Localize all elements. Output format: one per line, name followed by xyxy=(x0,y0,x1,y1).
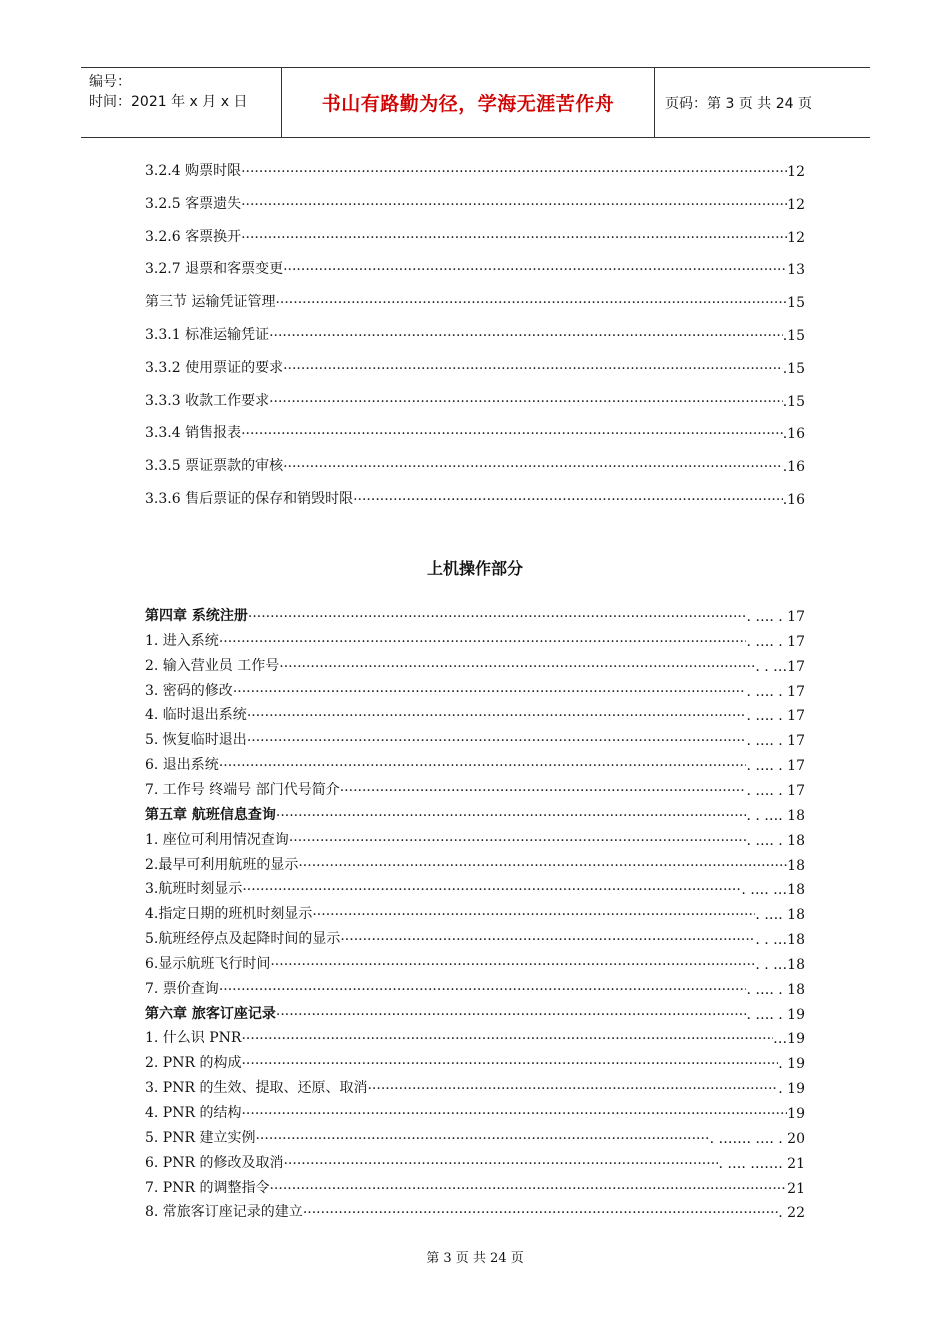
toc-entry-title: 3.3.3 收款工作要求 xyxy=(145,392,270,409)
toc-entry-page: . …. . 18 xyxy=(746,981,805,998)
toc-entry-title: 8. 常旅客订座记录的建立 xyxy=(145,1204,303,1221)
toc-entry-title: 6. PNR 的修改及取消 xyxy=(145,1154,284,1171)
toc-entry-page: . …. . 17 xyxy=(746,683,805,700)
toc-entry-page: 18 xyxy=(787,857,805,874)
toc-entry[interactable] xyxy=(145,804,805,824)
number-label: 编号： xyxy=(89,74,131,90)
toc-entry-page: .15 xyxy=(782,393,805,410)
toc-entry-page: .15 xyxy=(782,328,805,344)
toc-entry-page: 12 xyxy=(787,164,805,180)
toc-leader-dots xyxy=(312,907,755,923)
toc-leader-dots xyxy=(340,932,755,948)
toc-entry-title: 3.3.6 售后票证的保存和销毁时限 xyxy=(145,491,354,507)
toc-entry-title: 第五章 航班信息查询 xyxy=(145,806,276,823)
time-label: 时间：2021 年 x 月 x 日 xyxy=(89,94,248,110)
toc-entry-page: . …. . 19 xyxy=(746,1006,805,1023)
toc-entry[interactable] xyxy=(145,779,805,799)
toc-entry-title: 3.2.5 客票遗失 xyxy=(145,195,242,212)
toc-entry-page: 15 xyxy=(787,295,805,312)
toc-leader-dots xyxy=(219,758,747,774)
toc-entry[interactable] xyxy=(145,1127,805,1147)
toc-entry-page: . …. . 17 xyxy=(746,782,805,799)
toc-entry-page: 21 xyxy=(787,1180,805,1197)
toc-entry-page: 12 xyxy=(787,196,805,213)
toc-entry[interactable] xyxy=(145,878,805,898)
toc-entry-title: 7. 票价查询 xyxy=(145,980,219,997)
toc-leader-dots xyxy=(241,1106,787,1122)
toc-entry-page: . 19 xyxy=(778,1056,805,1073)
toc-leader-dots xyxy=(219,634,747,650)
toc-entry-page: . …. …18 xyxy=(741,882,805,899)
toc-entry-title: 1. 什么识 PNR xyxy=(145,1030,242,1047)
toc-entry[interactable] xyxy=(145,655,805,675)
toc-entry-title: 7. PNR 的调整指令 xyxy=(145,1179,270,1196)
toc-entry-title: 3.2.7 退票和客票变更 xyxy=(145,261,284,278)
toc-entry[interactable] xyxy=(145,226,805,246)
toc-entry[interactable] xyxy=(145,928,805,948)
toc-leader-dots xyxy=(367,1081,778,1097)
section-title: 上机操作部分 xyxy=(426,559,523,578)
toc-entry[interactable] xyxy=(145,1201,805,1221)
toc-leader-dots xyxy=(255,1131,709,1147)
toc-entry-title: 2.最早可利用航班的显示 xyxy=(145,856,299,873)
toc-leader-dots xyxy=(276,1007,747,1023)
toc-leader-dots xyxy=(298,858,787,874)
toc-entry-title: 3.3.4 销售报表 xyxy=(145,425,242,442)
toc-entry[interactable] xyxy=(145,357,805,377)
toc-leader-dots xyxy=(269,328,783,344)
toc-leader-dots xyxy=(353,492,783,508)
toc-entry-title: 3.2.6 客票换开 xyxy=(145,228,242,245)
toc-entry[interactable] xyxy=(145,630,805,650)
toc-entry-page: . . …17 xyxy=(755,658,805,675)
toc-entry-title: 1. 座位可利用情况查询 xyxy=(145,831,289,848)
toc-entry[interactable] xyxy=(145,854,805,874)
toc-leader-dots xyxy=(270,957,755,973)
toc-entry-page: . . …. 18 xyxy=(746,807,805,824)
toc-leader-dots xyxy=(275,295,787,311)
toc-entry[interactable] xyxy=(145,1102,805,1122)
toc-leader-dots xyxy=(303,1205,778,1221)
page-footer: 第 3 页 共 24 页 xyxy=(426,1251,524,1266)
toc-entry[interactable] xyxy=(145,390,805,410)
header-meta xyxy=(81,68,282,137)
toc-entry-title: 3. 密码的修改 xyxy=(145,682,233,699)
toc-entry-page: . …. . 18 xyxy=(746,832,805,849)
toc-leader-dots xyxy=(269,1181,787,1197)
toc-entry[interactable] xyxy=(145,953,805,973)
toc-entry-title: 3.航班时刻显示 xyxy=(145,881,243,898)
toc-leader-dots xyxy=(269,394,783,410)
toc-leader-dots xyxy=(289,833,747,849)
toc-leader-dots xyxy=(283,459,783,475)
toc-entry-title: 第六章 旅客订座记录 xyxy=(145,1005,276,1022)
toc-entry-page: . …. . 17 xyxy=(746,758,805,775)
toc-entry-page: . . …18 xyxy=(755,956,805,973)
toc-leader-dots xyxy=(279,659,755,675)
header-page-info: 页码：第 3 页 共 24 页 xyxy=(665,95,812,112)
toc-entry-page: …19 xyxy=(773,1031,805,1048)
toc-leader-dots xyxy=(241,197,787,213)
toc-entry-page: . …. 18 xyxy=(755,907,805,924)
toc-leader-dots xyxy=(241,1031,773,1047)
toc-entry[interactable] xyxy=(145,193,805,213)
toc-entry[interactable] xyxy=(145,754,805,774)
motto: 书山有路勤为径，学海无涯苦作舟 xyxy=(321,93,615,115)
toc-entry-title: 3.3.5 票证票款的审核 xyxy=(145,458,284,475)
toc-entry[interactable] xyxy=(145,704,805,724)
toc-entry[interactable] xyxy=(145,1052,805,1072)
toc-entry-title: 6. 退出系统 xyxy=(145,757,219,774)
page-header xyxy=(81,67,870,138)
toc-entry-page: .16 xyxy=(782,492,805,508)
toc-leader-dots xyxy=(233,684,747,700)
toc-entry[interactable] xyxy=(145,488,805,508)
toc-leader-dots xyxy=(283,361,783,377)
toc-leader-dots xyxy=(241,426,783,442)
toc-entry-title: 第四章 系统注册 xyxy=(145,608,248,624)
toc-entry-page: . . …18 xyxy=(755,932,805,949)
toc-leader-dots xyxy=(241,230,787,246)
toc-entry[interactable] xyxy=(145,422,805,442)
toc-leader-dots xyxy=(283,262,787,278)
toc-leader-dots xyxy=(276,808,747,824)
toc-entry-page: . …. . 17 xyxy=(746,609,805,625)
toc-entry-title: 3. PNR 的生效、提取、还原、取消 xyxy=(145,1080,368,1097)
toc-entry[interactable] xyxy=(145,1027,805,1047)
toc-entry-page: 19 xyxy=(787,1106,805,1122)
toc-leader-dots xyxy=(340,783,747,799)
toc-entry[interactable] xyxy=(145,455,805,475)
toc-entry-title: 2. 输入营业员 工作号 xyxy=(145,657,280,674)
toc-entry-page: . 19 xyxy=(778,1081,805,1098)
toc-entry[interactable] xyxy=(145,978,805,998)
toc-entry-page: 13 xyxy=(787,262,805,279)
toc-entry-title: 3.2.4 购票时限 xyxy=(145,163,242,179)
toc-entry-title: 4. 临时退出系统 xyxy=(145,707,247,724)
toc-leader-dots xyxy=(283,1156,718,1172)
toc-entry-title: 4.指定日期的班机时刻显示 xyxy=(145,906,313,923)
toc-entry-title: 4. PNR 的结构 xyxy=(145,1105,242,1121)
toc-entry-page: . ……. …. . 20 xyxy=(709,1130,805,1147)
toc-entry-title: 3.3.2 使用票证的要求 xyxy=(145,359,284,376)
toc-entry-page: . …. ……. 21 xyxy=(718,1155,805,1172)
toc-leader-dots xyxy=(241,164,787,180)
toc-entry-page: .16 xyxy=(782,426,805,443)
toc-entry-page: . …. . 17 xyxy=(746,733,805,750)
toc-entry[interactable] xyxy=(145,1177,805,1197)
toc-entry-title: 5.航班经停点及起降时间的显示 xyxy=(145,931,341,948)
toc-entry[interactable] xyxy=(145,160,805,180)
toc-entry[interactable] xyxy=(145,829,805,849)
toc-entry-title: 1. 进入系统 xyxy=(145,632,219,649)
toc-entry[interactable] xyxy=(145,258,805,278)
toc-entry-page: 12 xyxy=(787,229,805,246)
toc-entry[interactable] xyxy=(145,729,805,749)
toc-leader-dots xyxy=(242,882,741,898)
toc-entry-title: 第三节 运输凭证管理 xyxy=(145,294,276,311)
toc-entry[interactable] xyxy=(145,680,805,700)
toc-leader-dots xyxy=(247,733,747,749)
header-motto-cell xyxy=(282,68,655,137)
toc-entry-title: 3.3.1 标准运输凭证 xyxy=(145,327,270,343)
toc-entry[interactable] xyxy=(145,1077,805,1097)
toc-entry-title: 5. PNR 建立实例 xyxy=(145,1129,256,1146)
toc-entry-title: 6.显示航班飞行时间 xyxy=(145,955,271,972)
toc-leader-dots xyxy=(248,609,747,625)
toc-entry-title: 5. 恢复临时退出 xyxy=(145,732,247,749)
toc-entry-title: 7. 工作号 终端号 部门代号简介 xyxy=(145,781,340,798)
toc-entry-page: . 22 xyxy=(778,1205,805,1222)
toc-entry-page: . …. . 17 xyxy=(746,633,805,650)
toc-leader-dots xyxy=(247,708,747,724)
toc-entry[interactable] xyxy=(145,903,805,923)
toc-entry-page: . …. . 17 xyxy=(746,708,805,725)
toc-leader-dots xyxy=(241,1056,778,1072)
toc-entry-title: 2. PNR 的构成 xyxy=(145,1055,242,1072)
toc-leader-dots xyxy=(219,982,747,998)
toc-entry[interactable] xyxy=(145,291,805,311)
toc-entry[interactable] xyxy=(145,324,805,344)
toc-entry-page: .16 xyxy=(782,459,805,476)
toc-entry[interactable] xyxy=(145,1003,805,1023)
toc-entry[interactable] xyxy=(145,605,805,625)
toc-entry[interactable] xyxy=(145,1152,805,1172)
toc-entry-page: .15 xyxy=(782,360,805,377)
